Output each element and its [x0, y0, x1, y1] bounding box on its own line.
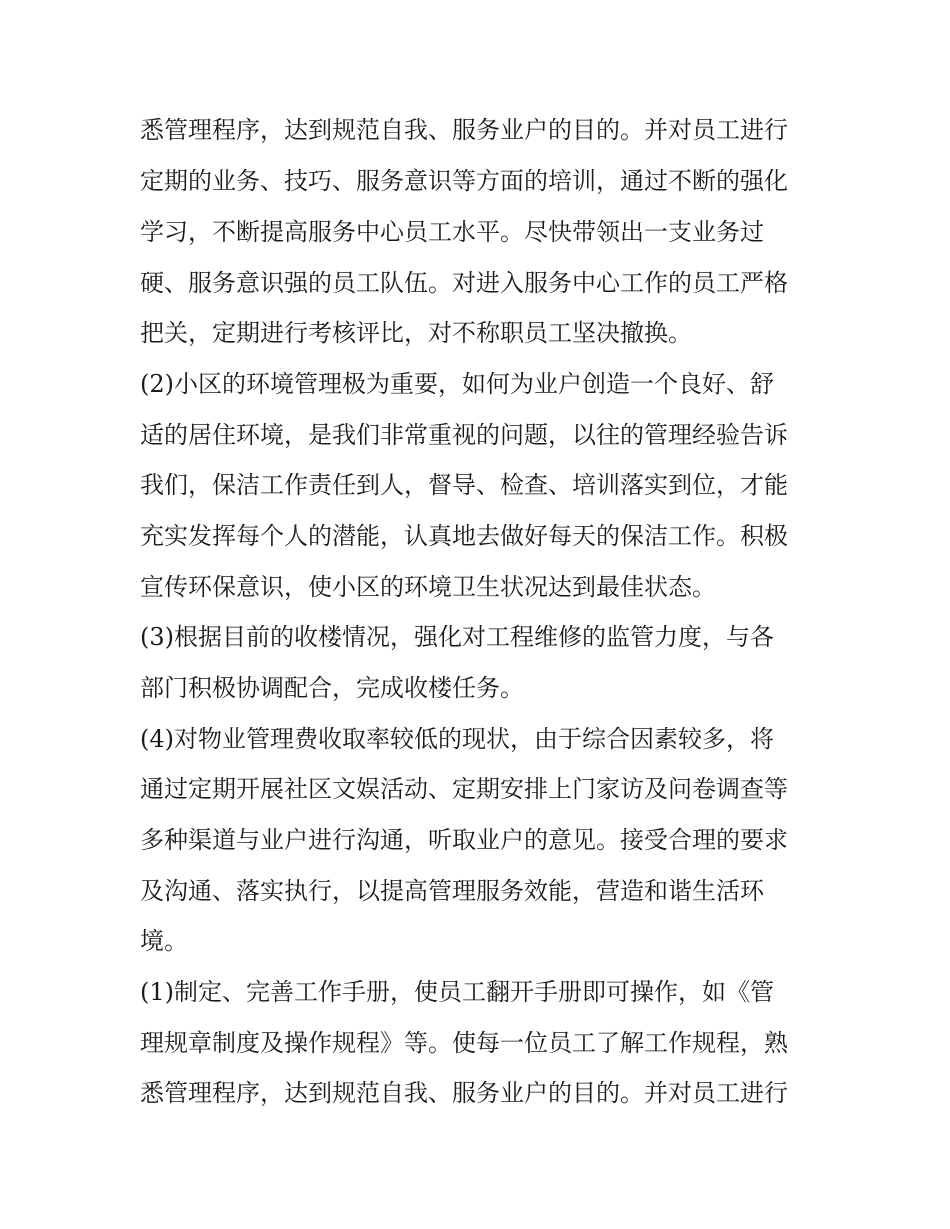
text-line: 境。 [140, 927, 188, 955]
text-line: 我们，保洁工作责任到人，督导、检查、培训落实到位，才能 [140, 471, 788, 499]
text-line: 多种渠道与业户进行沟通，听取业户的意见。接受合理的要求 [140, 826, 788, 854]
text-line: (2)小区的环境管理极为重要，如何为业户创造一个良好、舒 [140, 370, 774, 398]
text-line: 充实发挥每个人的潜能，认真地去做好每天的保洁工作。积极 [140, 522, 788, 550]
text-line: 悉管理程序，达到规范自我、服务业户的目的。并对员工进行 [140, 116, 788, 144]
text-line: (3)根据目前的收楼情况，强化对工程维修的监管力度，与各 [140, 623, 774, 651]
text-line: 适的居住环境，是我们非常重视的问题，以往的管理经验告诉 [140, 421, 788, 449]
text-line: 把关，定期进行考核评比，对不称职员工坚决撤换。 [140, 319, 692, 347]
text-line: 硬、服务意识强的员工队伍。对进入服务中心工作的员工严格 [140, 269, 788, 297]
text-line: 及沟通、落实执行，以提高管理服务效能，营造和谐生活环 [140, 877, 764, 905]
text-line: (4)对物业管理费收取率较低的现状，由于综合因素较多，将 [140, 725, 774, 753]
text-line: (1)制定、完善工作手册，使员工翻开手册即可操作，如《管 [140, 978, 774, 1006]
text-line: 定期的业务、技巧、服务意识等方面的培训，通过不断的强化 [140, 167, 788, 195]
text-line: 通过定期开展社区文娱活动、定期安排上门家访及问卷调查等 [140, 775, 788, 803]
text-line: 理规章制度及操作规程》等。使每一位员工了解工作规程，熟 [140, 1029, 788, 1057]
text-line: 学习，不断提高服务中心员工水平。尽快带领出一支业务过 [140, 218, 764, 246]
text-line: 悉管理程序，达到规范自我、服务业户的目的。并对员工进行 [140, 1079, 788, 1107]
text-line: 部门积极协调配合，完成收楼任务。 [140, 674, 524, 702]
text-line: 宣传环保意识，使小区的环境卫生状况达到最佳状态。 [140, 573, 716, 601]
